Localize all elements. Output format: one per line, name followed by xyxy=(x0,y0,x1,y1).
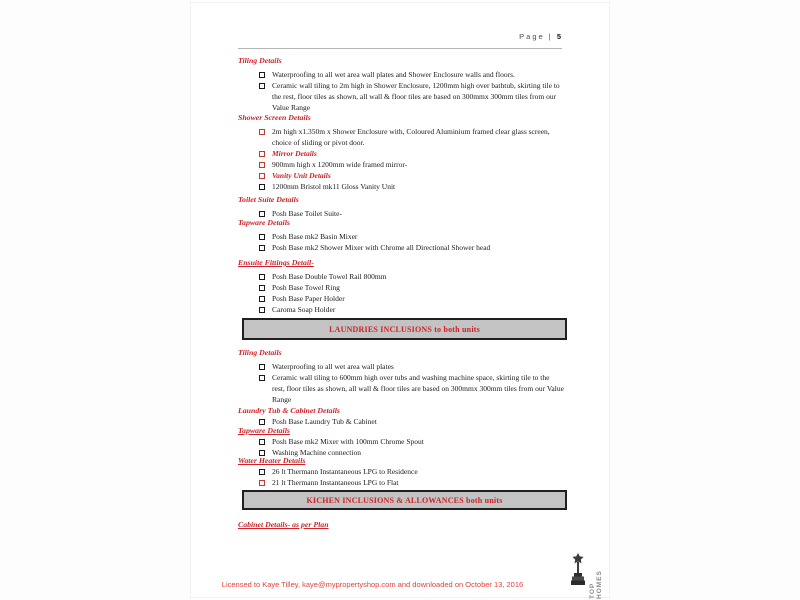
section-heading: Shower Screen Details xyxy=(238,113,311,122)
checkbox-icon xyxy=(259,469,265,475)
checklist-item-label: Posh Base Toilet Suite- xyxy=(272,209,342,218)
checklist-item xyxy=(238,436,564,447)
section-heading: Tapware Details xyxy=(238,426,290,435)
checklist-item xyxy=(238,372,564,405)
cabinet-details-note: Cabinet Details- as per Plan xyxy=(238,520,329,529)
checklist-item-label: Vanity Unit Details xyxy=(272,171,331,180)
checkbox-icon xyxy=(259,307,265,313)
kitchen-banner-label: KICHEN INCLUSIONS & ALLOWANCES both units xyxy=(306,495,503,505)
checkbox-icon xyxy=(259,173,265,179)
checklist-item xyxy=(238,231,564,242)
checklist-item-label: 2m high x1.350m x Shower Enclosure with, Coloured Aluminium framed clear glass screen, choice of sliding or pivot door. xyxy=(272,127,550,147)
checklist-item xyxy=(238,170,564,181)
checklist-item xyxy=(238,181,564,192)
section-heading: Ensuite Fittings Detail- xyxy=(238,258,314,267)
checklist-item-label: Ceramic wall tiling to 2m high in Shower Enclosure, 1200mm high over bathtub, skirting tile to the rest, floor tiles as shown, all wall & floor tiles are based on 300mmx 300mm tiles from our Value Range xyxy=(272,81,560,112)
laundries-banner-label: LAUNDRIES INCLUSIONS to both units xyxy=(329,324,480,334)
page-header xyxy=(238,32,562,41)
footer-license-text: Licensed to Kaye Tilley, kaye@mypropertyshop.com and downloaded on October 13, 2016 xyxy=(221,580,524,589)
section-tiling-laundry xyxy=(238,347,564,405)
section-laundry-tub xyxy=(238,405,564,427)
checkbox-icon xyxy=(259,285,265,291)
checklist-item-label: Posh Base mk2 Mixer with 100mm Chrome Spout xyxy=(272,437,424,446)
section-heading: Laundry Tub & Cabinet Details xyxy=(238,406,340,415)
section-heading: Tiling Details xyxy=(238,348,282,357)
page-number: 5 xyxy=(556,32,562,41)
checklist-item xyxy=(238,293,564,304)
page-label: Page | xyxy=(519,32,553,41)
checklist-item-label: Posh Base Paper Holder xyxy=(272,294,345,303)
checkbox-icon xyxy=(259,234,265,240)
checklist-item-label: Posh Base Towel Ring xyxy=(272,283,340,292)
checklist-item xyxy=(238,304,564,315)
checkbox-icon xyxy=(259,274,265,280)
section-heading: Toilet Suite Details xyxy=(238,195,299,204)
checkbox-icon xyxy=(259,375,265,381)
checklist-item-label: Posh Base Double Towel Rail 800mm xyxy=(272,272,387,281)
checkbox-icon xyxy=(259,151,265,157)
checkbox-icon xyxy=(259,83,265,89)
section-toilet-suite xyxy=(238,194,564,219)
checklist-item xyxy=(238,242,564,253)
section-heading: Tiling Details xyxy=(238,56,282,65)
section-heading: Tapware Details xyxy=(238,218,290,227)
checklist-item xyxy=(238,69,564,80)
checklist-item-label: Posh Base mk2 Basin Mixer xyxy=(272,232,358,241)
checklist-item-label: 21 lt Thermann Instantaneous LPG to Flat xyxy=(272,478,399,487)
checklist-item-label: 26 lt Thermann Instantaneous LPG to Residence xyxy=(272,467,418,476)
checklist-item xyxy=(238,80,564,113)
laundries-banner xyxy=(242,318,567,340)
checklist-item xyxy=(238,477,564,488)
checklist-item-label: Waterproofing to all wet area wall plates and Shower Enclosure walls and floors. xyxy=(272,70,515,79)
checklist-item-label: Waterproofing to all wet area wall plates xyxy=(272,362,394,371)
section-water-heater xyxy=(238,455,564,488)
checkbox-icon xyxy=(259,211,265,217)
checkbox-icon xyxy=(259,364,265,370)
checklist-item-label: Posh Base Laundry Tub & Cabinet xyxy=(272,417,377,426)
section-tapware-laundry xyxy=(238,425,564,458)
checkbox-icon xyxy=(259,72,265,78)
checkbox-icon xyxy=(259,162,265,168)
checklist-item xyxy=(238,466,564,477)
trophy-icon xyxy=(568,553,588,587)
checklist-item xyxy=(238,148,564,159)
checkbox-icon xyxy=(259,296,265,302)
checkbox-icon xyxy=(259,439,265,445)
header-rule xyxy=(238,48,562,49)
checkbox-icon xyxy=(259,245,265,251)
checkbox-icon xyxy=(259,480,265,486)
checkbox-icon xyxy=(259,129,265,135)
checklist-item xyxy=(238,361,564,372)
checklist-item-label: Caroma Soap Holder xyxy=(272,305,336,314)
checklist-item xyxy=(238,282,564,293)
section-heading: Water Heater Details xyxy=(238,456,306,465)
checkbox-icon xyxy=(259,419,265,425)
checklist-item-label: 900mm high x 1200mm wide framed mirror- xyxy=(272,160,408,169)
document-page xyxy=(190,2,610,598)
checklist-item-label: Posh Base mk2 Shower Mixer with Chrome all Directional Shower head xyxy=(272,243,491,252)
checklist-item-label: Washing Machine connection xyxy=(272,448,361,457)
section-shower-screen xyxy=(238,112,564,192)
checkbox-icon xyxy=(259,184,265,190)
checklist-item-label: Mirror Details xyxy=(272,149,317,158)
checklist-item xyxy=(238,126,564,148)
section-tapware-ensuite xyxy=(238,217,564,253)
checklist-item-label: Ceramic wall tiling to 600mm high over tubs and washing machine space, skirting tile to the rest, floor tiles as shown, all wall & floor tiles are based on 300mmx 300mm tiles from our Value Range xyxy=(272,373,564,404)
checklist-item-label: 1200mm Bristol mk11 Gloss Vanity Unit xyxy=(272,182,396,191)
top-homes-logo xyxy=(568,553,603,599)
section-ensuite-fittings xyxy=(238,257,564,315)
checklist-item xyxy=(238,159,564,170)
section-tiling-ensuite xyxy=(238,55,564,113)
kitchen-banner xyxy=(242,490,567,510)
checklist-item xyxy=(238,271,564,282)
logo-text: TOP HOMES xyxy=(589,570,603,599)
